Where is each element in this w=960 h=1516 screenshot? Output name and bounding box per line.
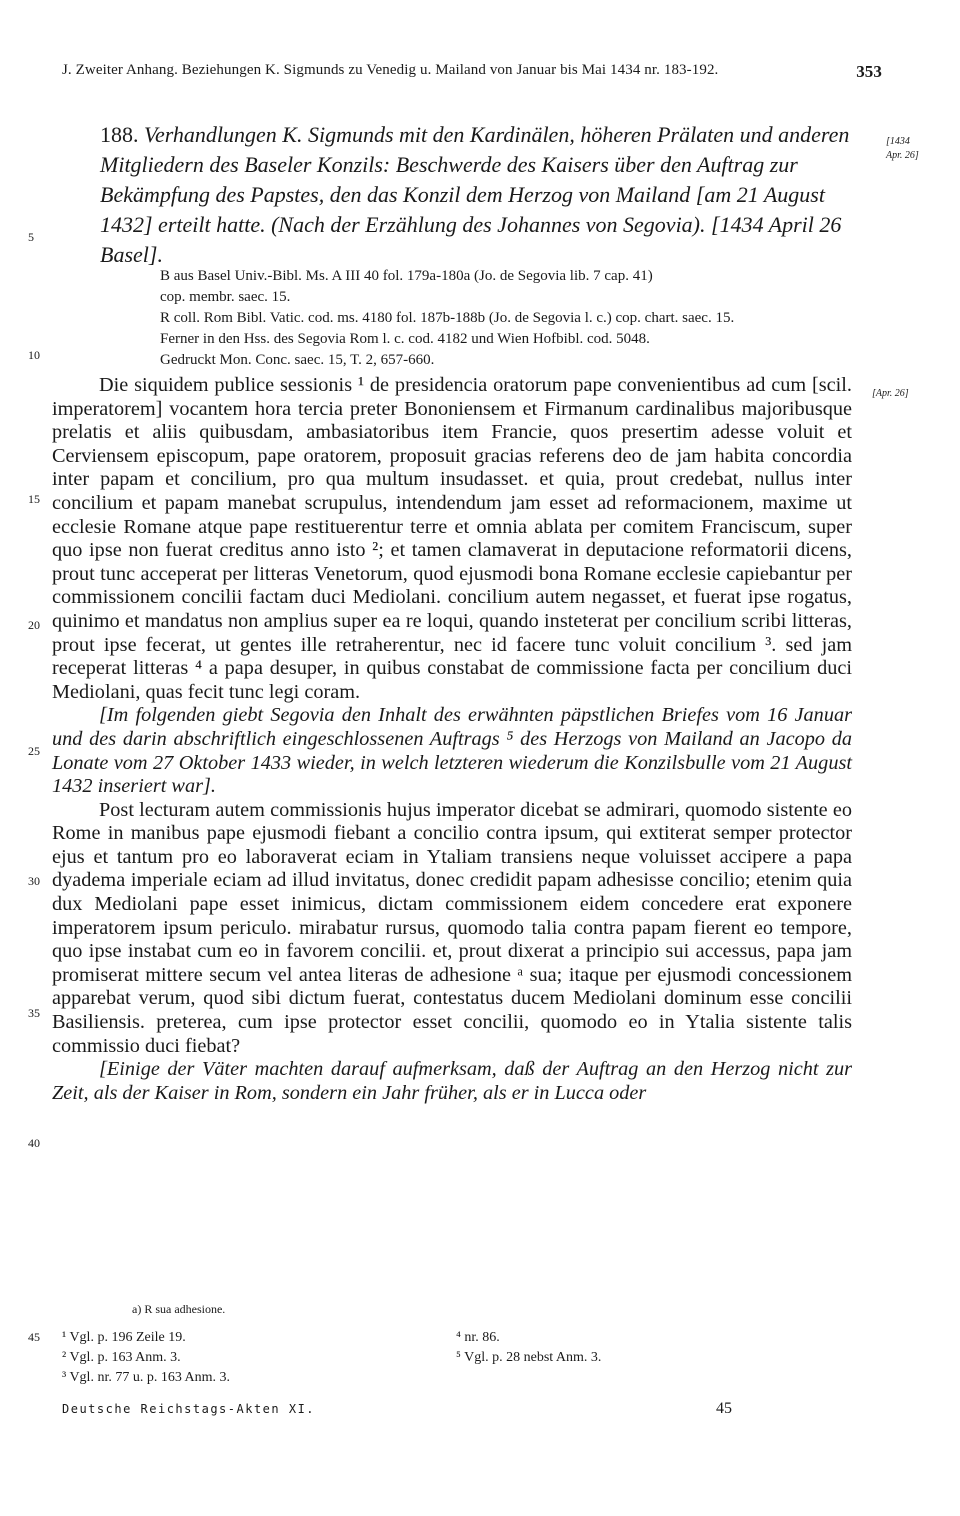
page-number: 353	[856, 62, 882, 81]
line-number-45: 45	[28, 1330, 40, 1344]
footnote-1: ¹ Vgl. p. 196 Zeile 19.	[62, 1330, 186, 1345]
heading-margin-date: [1434	[886, 136, 910, 147]
document-heading	[100, 120, 880, 270]
footer-sheet-number: 45	[716, 1400, 732, 1417]
source-b-continued: cop. membr. saec. 15.	[160, 289, 291, 305]
source-list	[160, 266, 900, 371]
running-title: J. Zweiter Anhang. Beziehungen K. Sigmunds zu Venedig u. Mailand von Januar bis Mai 1434 nr. 183-192.	[62, 62, 719, 78]
source-r: R coll. Rom Bibl. Vatic. cod. ms. 4180 fol. 187b-188b (Jo. de Segovia l. c.) cop. chart. saec. 15.	[160, 310, 735, 326]
body-paragraph-2: Post lecturam autem commissionis hujus imperator dicebat se admirari, quomodo sistente eo Rome in manibus pape ejusmodi fiebant a concilio contra ipsum, qui extiterat semper protector ejus et tantum pro eo laboraverat eciam in Ytaliam transiens neque voluisset accipere a papa dyadema imperiale eciam ad illud invitatus, donec credidit papam adhesisse concilio; etenim quia dux Mediolani pape esset inimicus, dictam commissionem eidem concedere erat exponere imperatorem ipsum periculo. mirabatur rursus, quomodo talia contra papam fierent eo tempore, quo ipse instabat cum eo in favorem concilii. et, prout dixerat a principio sui accessus, papa jam promiserat mittere secum vel antea literas de adhesione ᵃ sua; itaque per ejusmodi concessionem apparebat verum, quod sibi dictum fuerat, contestatus ducem Mediolani dominum esse concilii Basiliensis. preterea, cum ipse protector esset concilii, quomodo eo in Ytalia sistente talis commissio duci fiebat?	[52, 798, 852, 1057]
footnote-3: ³ Vgl. nr. 77 u. p. 163 Anm. 3.	[62, 1370, 231, 1385]
document-body	[52, 374, 852, 1105]
body-margin-date: [Apr. 26]	[872, 388, 909, 399]
line-number-15: 15	[28, 492, 40, 506]
footnote-column-left	[62, 1328, 230, 1388]
source-b: B aus Basel Univ.-Bibl. Ms. A III 40 fol. 179a-180a (Jo. de Segovia lib. 7 cap. 41)	[160, 268, 653, 284]
editorial-note-1: [Im folgenden giebt Segovia den Inhalt des erwähnten päpstlichen Briefes vom 16 Januar und des darin abschriftlich eingeschlossenen Auftrags ⁵ des Herzogs von Mailand an Jacopo da Lonate vom 27 Oktober 1433 wieder, in welch letzteren wiederum die Konzilsbulle vom 21 August 1432 inseriert war].	[52, 704, 852, 798]
line-number-5: 5	[28, 230, 34, 244]
source-printed: Gedruckt Mon. Conc. saec. 15, T. 2, 657-660.	[160, 352, 435, 368]
footnote-5: ⁵ Vgl. p. 28 nebst Anm. 3.	[456, 1350, 602, 1365]
running-header	[62, 62, 882, 79]
document-number: 188.	[100, 122, 139, 147]
editorial-note-2: [Einige der Väter machten darauf aufmerksam, daß der Auftrag an den Herzog nicht zur Zeit, als der Kaiser in Rom, sondern ein Jahr früher, als er in Lucca oder	[52, 1058, 852, 1104]
body-paragraph-1: Die siquidem publice sessionis ¹ de presidencia oratorum pape convenientibus ad cum [scil. imperatorem] vocantem hora tercia preter Bononiensem et Firmanum cardinalibus majoribusque prelatis et aliis quibusdam, ambasiatoribus item Francie, quos presertim adesse voluit et Cerviensem episcopum, pape oratorem, proposuit gracias referens deo de jam habita concordia inter papam et concilium, pro qua multum insudasset. et quia, prout credebat, nullus inter concilium et papam manebat scrupulus, intendendum jam esset ad reformacionem, maxime ut ecclesie Romane atque pape restituerentur terre et omnia ablata per comitem Franciscum, super quo ipse non fuerat creditus anno isto ²; et tamen clamaverat in deputacione reformatorii dicens, prout tunc acceperat per litteras Venetorum, quod ejusmodi bona Romane ecclesie capiebantur per commissionem concilii factam duci Mediolani. concilium autem negasset, et fuerat ipse rogatus, quinimo et mandatus non amplius super ea re loqui, quando insteterat per concilium scribi litteras, prout ipse fecerat, ut gentes ille retraherentur, nec id facere tunc voluit concilium ³. sed jam receperat litteras ⁴ a papa desuper, in quibus constabat de commissione facta per concilium duci Mediolani, quas fecit tunc legi coram.	[52, 374, 852, 703]
footnote-4: ⁴ nr. 86.	[456, 1330, 500, 1345]
variant-footnote: a) R sua adhesione.	[132, 1302, 226, 1316]
footnote-column-right	[456, 1328, 601, 1368]
line-number-25: 25	[28, 744, 40, 758]
line-number-30: 30	[28, 874, 40, 888]
line-number-35: 35	[28, 1006, 40, 1020]
source-further: Ferner in den Hss. des Segovia Rom l. c. cod. 4182 und Wien Hofbibl. cod. 5048.	[160, 331, 650, 347]
footnote-2: ² Vgl. p. 163 Anm. 3.	[62, 1350, 181, 1365]
line-number-40: 40	[28, 1136, 40, 1150]
heading-margin-date-2: Apr. 26]	[886, 150, 919, 161]
document-heading-text: Verhandlungen K. Sigmunds mit den Kardinälen, höheren Prälaten und anderen Mitgliedern des Baseler Konzils: Beschwerde des Kaisers über den Auftrag zur Bekämpfung des Papstes, den das Konzil dem Herzog von Mailand [am 21 August 1432] erteilt hatte. (Nach der Erzählung des Johannes von Segovia). [1434 April 26 Basel].	[100, 122, 850, 267]
footer-series-title: Deutsche Reichstags-Akten XI.	[62, 1402, 316, 1416]
line-number-20: 20	[28, 618, 40, 632]
line-number-10: 10	[28, 348, 40, 362]
